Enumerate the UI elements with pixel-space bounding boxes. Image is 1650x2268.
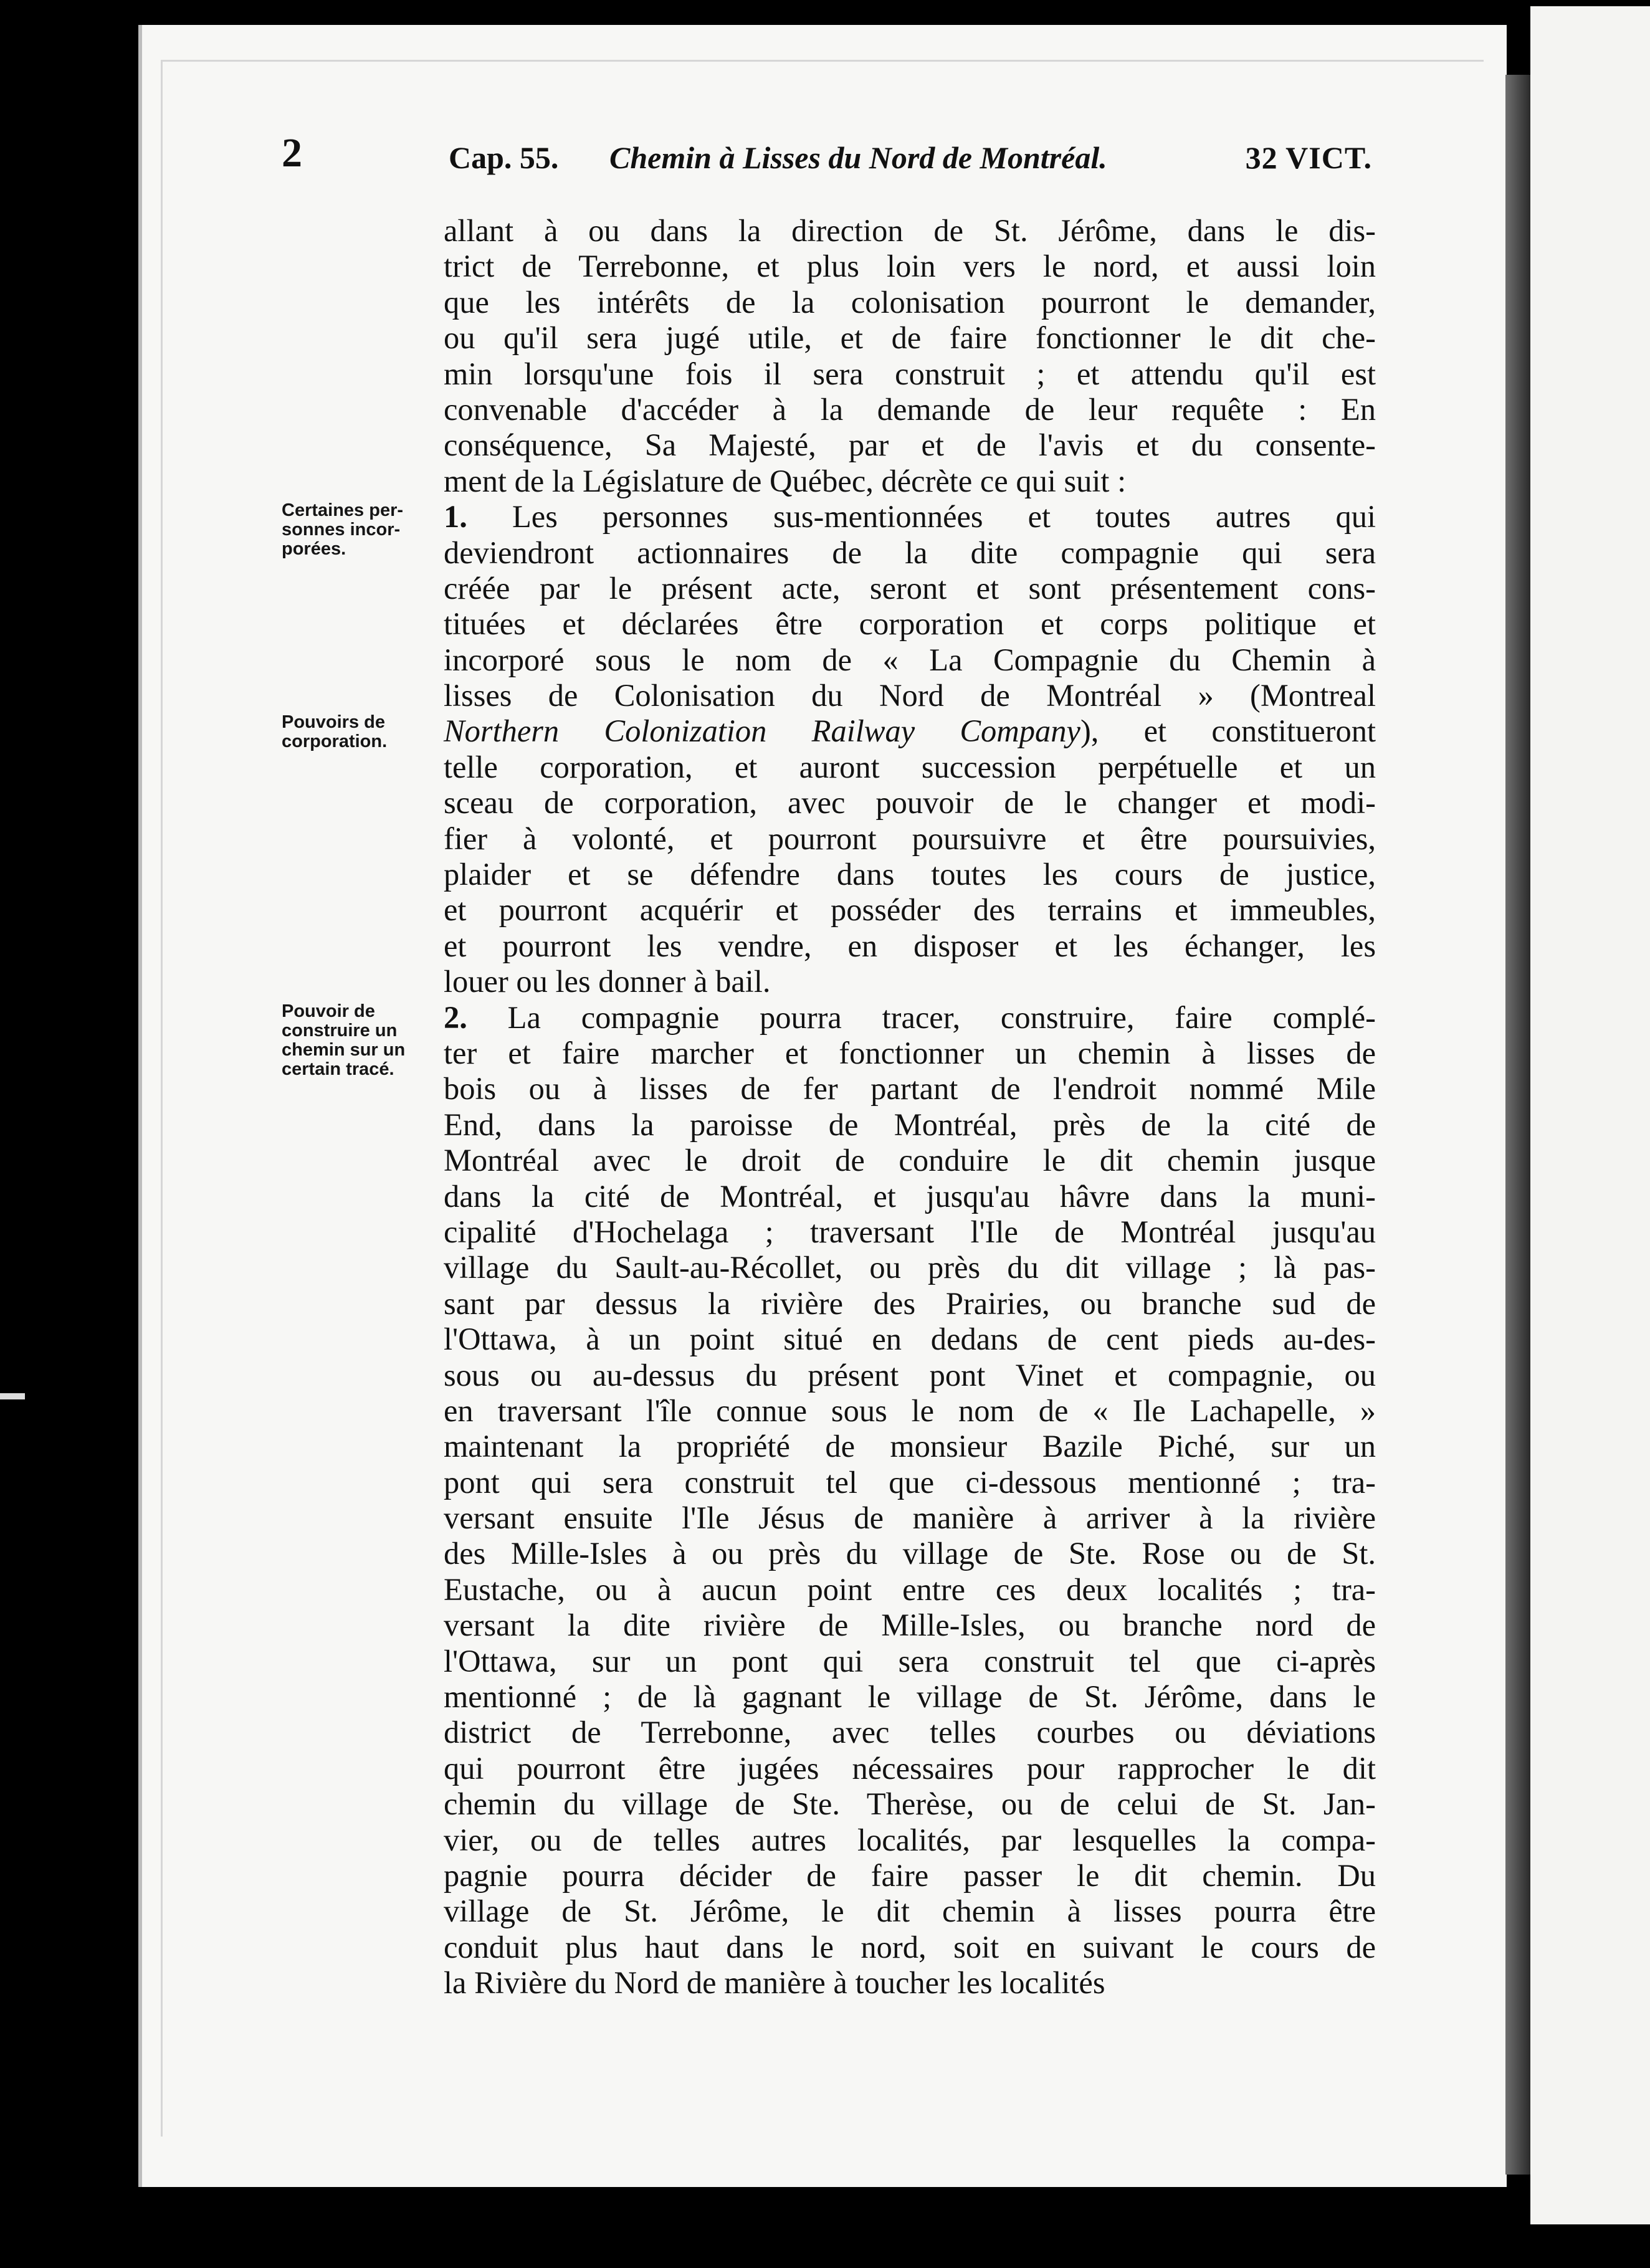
body-line: maintenant la propriété de monsieur Bazile Piché, sur un (444, 1429, 1376, 1464)
margin-note-line: corporation. (282, 731, 388, 751)
margin-note-line: construire un (282, 1021, 398, 1041)
body-line: que les intérêts de la colonisation pourront le demander, (444, 284, 1376, 320)
body-line: min lorsqu'une fois il sera construit ; et attendu qu'il est (444, 356, 1376, 391)
body-line: convenable d'accéder à la demande de leur requête : En (444, 391, 1376, 427)
section-number: 2. (444, 999, 467, 1035)
body-line: Northern Colonization Railway Company), et constitueront (444, 713, 1376, 749)
body-line: lisses de Colonisation du Nord de Montréal » (Montreal (444, 678, 1376, 713)
margin-note-line: porées. (282, 539, 346, 559)
body-line: fier à volonté, et pourront poursuivre et être poursuivies, (444, 821, 1376, 856)
body-line: mentionné ; de là gagnant le village de St. Jérôme, dans le (444, 1679, 1376, 1715)
body-line: chemin du village de Ste. Therèse, ou de celui de St. Jan- (444, 1786, 1376, 1822)
body-line: pagnie pourra décider de faire passer le dit chemin. Du (444, 1857, 1376, 1893)
body-line: et pourront les vendre, en disposer et les échanger, les (444, 928, 1376, 963)
body-line: des Mille-Isles à ou près du village de Ste. Rose ou de St. (444, 1536, 1376, 1571)
body-line: bois ou à lisses de fer partant de l'endroit nommé Mile (444, 1071, 1376, 1107)
body-line: village de St. Jérôme, le dit chemin à lisses pourra être (444, 1894, 1376, 1929)
margin-note-powers (282, 713, 431, 751)
body-line: vier, ou de telles autres localités, par lesquelles la compa- (444, 1822, 1376, 1857)
body-line: versant ensuite l'Ile Jésus de manière à arriver à la rivière (444, 1500, 1376, 1536)
margin-note-incorporation (282, 501, 431, 559)
body-line: Eustache, ou à aucun point entre ces deux localités ; tra- (444, 1571, 1376, 1607)
page-edge-shadow (1505, 75, 1530, 2175)
body-line: sceau de corporation, avec pouvoir de le changer et modi- (444, 785, 1376, 821)
body-line: 2. La compagnie pourra tracer, construire, faire complé- (444, 999, 1376, 1035)
body-line: cipalité d'Hochelaga ; traversant l'Ile de Montréal jusqu'au (444, 1214, 1376, 1249)
body-line: allant à ou dans la direction de St. Jérôme, dans le dis- (444, 213, 1376, 248)
body-line: plaider et se défendre dans toutes les cours de justice, (444, 857, 1376, 892)
body-line: deviendront actionnaires de la dite compagnie qui sera (444, 535, 1376, 570)
margin-note-line: certain tracé. (282, 1059, 394, 1079)
body-line: district de Terrebonne, avec telles courbes ou déviations (444, 1715, 1376, 1750)
body-line: ment de la Législature de Québec, décrète ce qui suit : (444, 463, 1127, 498)
body-line: l'Ottawa, sur un pont qui sera construit tel que ci-après (444, 1643, 1376, 1679)
body-line: trict de Terrebonne, et plus loin vers le nord, et aussi loin (444, 249, 1376, 284)
page-number: 2 (282, 130, 302, 176)
body-line: dans la cité de Montréal, et jusqu'au hâvre dans la muni- (444, 1178, 1376, 1214)
margin-note-line: Pouvoirs de (282, 712, 385, 732)
body-line: sous ou au-dessus du présent pont Vinet et compagnie, ou (444, 1357, 1376, 1393)
body-line: ter et faire marcher et fonctionner un chemin à lisses de (444, 1035, 1376, 1070)
body-line: sant par dessus la rivière des Prairies, ou branche sud de (444, 1285, 1376, 1321)
body-line: la Rivière du Nord de manière à toucher les localités (444, 1965, 1105, 2001)
body-line: l'Ottawa, à un point situé en dedans de cent pieds au-des- (444, 1322, 1376, 1357)
body-line: 1. Les personnes sus-mentionnées et toutes autres qui (444, 499, 1376, 535)
section-number: 1. (444, 499, 467, 535)
body-line: ou qu'il sera jugé utile, et de faire fonctionner le dit che- (444, 320, 1376, 356)
margin-note-line: Certaines per- (282, 500, 404, 520)
margin-note-route (282, 1002, 431, 1079)
body-line: telle corporation, et auront succession perpétuelle et un (444, 749, 1376, 784)
margin-note-line: sonnes incor- (282, 520, 401, 540)
body-line: en traversant l'île connue sous le nom de « Ile Lachapelle, » (444, 1393, 1376, 1428)
body-line: versant la dite rivière de Mille-Isles, ou branche nord de (444, 1608, 1376, 1643)
body-line: qui pourront être jugées nécessaires pour rapprocher le dit (444, 1750, 1376, 1786)
body-line: créée par le présent acte, seront et sont présentement cons- (444, 570, 1376, 606)
body-text (444, 213, 1376, 2001)
running-header (449, 140, 1372, 183)
body-line: pont qui sera construit tel que ci-dessous mentionné ; tra- (444, 1464, 1376, 1500)
regnal-year: 32 VICT. (1245, 140, 1372, 175)
chapter-label: Cap. 55. (449, 140, 559, 175)
body-line: tituées et déclarées être corporation et corps politique et (444, 606, 1376, 642)
body-line: et pourront acquérir et posséder des terrains et immeubles, (444, 892, 1376, 928)
body-line: conduit plus haut dans le nord, soit en suivant le cours de (444, 1929, 1376, 1965)
body-line: conséquence, Sa Majesté, par et de l'avis et du consente- (444, 427, 1376, 463)
body-line: incorporé sous le nom de « La Compagnie du Chemin à (444, 642, 1376, 677)
body-line: louer ou les donner à bail. (444, 964, 771, 999)
adjacent-page (1530, 6, 1650, 2224)
act-title: Chemin à Lisses du Nord de Montréal. (609, 140, 1107, 175)
scan-mark (0, 1393, 25, 1399)
margin-note-line: Pouvoir de (282, 1001, 375, 1021)
body-line: village du Sault-au-Récollet, ou près du dit village ; là pas- (444, 1250, 1376, 1285)
margin-note-line: chemin sur un (282, 1040, 406, 1060)
body-line: End, dans la paroisse de Montréal, près de la cité de (444, 1107, 1376, 1142)
body-line: Montréal avec le droit de conduire le dit chemin jusque (444, 1143, 1376, 1178)
